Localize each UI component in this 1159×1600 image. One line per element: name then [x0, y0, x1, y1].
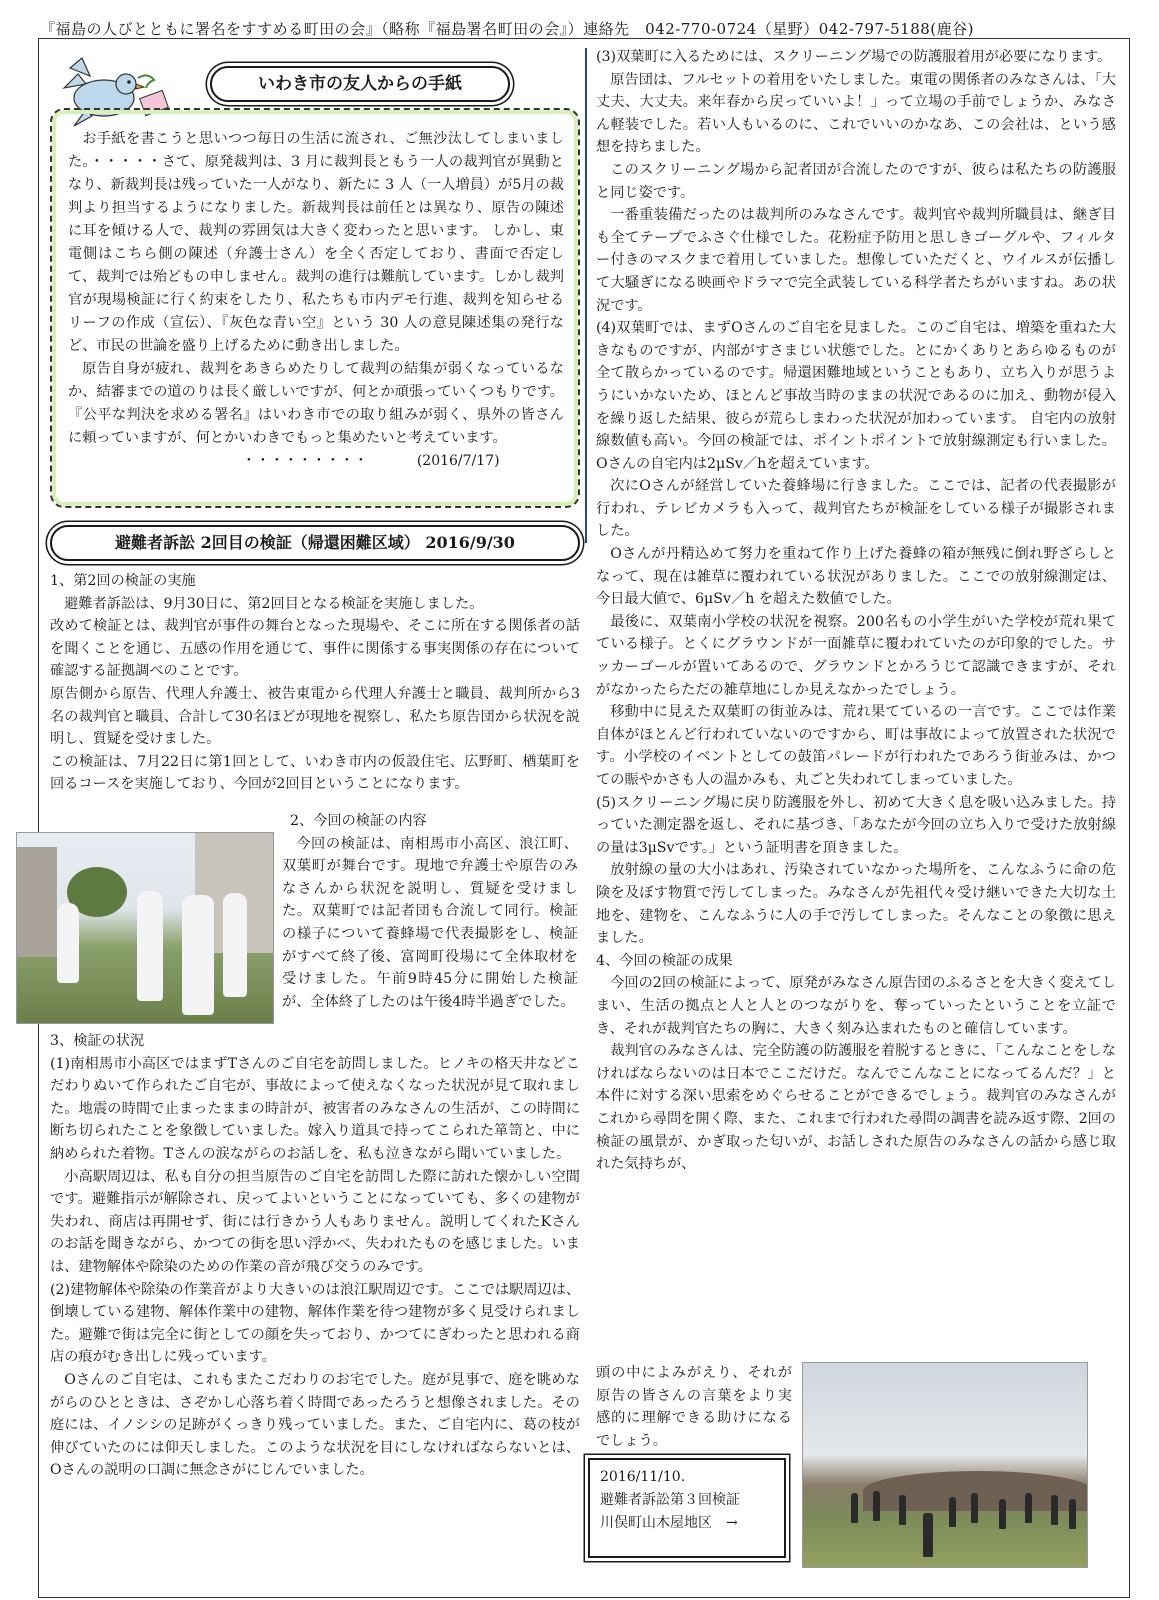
article-paragraph: 原告側から原告、代理人弁護士、被告東電から代理人弁護士と職員、裁判所から3名の裁判官と職員、合計して30名ほどが現地を視察し、私たち原告団から状況を説明し、質疑を受けました。: [50, 685, 580, 748]
article-paragraph: このスクリーニング場から記者団が合流したのですが、彼らは私たちの防護服と同じ姿です。: [596, 161, 1116, 201]
caption-title: 避難者訴訟第３回検証: [600, 1492, 740, 1508]
article-paragraph: 裁判官のみなさんは、完全防護の防護服を着脱するときに、「こんなことをしなければならないのは日本でここだけだ。なんでこんなことになってるんだ？」と本件に対する深い思索をめぐらせることができるでしょう。裁判官のみなさんがこれから尋問を開く際、また、これまで行われた尋問の調書を読み返す際、2回の検証の風景が、かぎ取った匂いが、お話しされた原告のみなさんの話から感じ取れた気持ちが、: [596, 1043, 1116, 1173]
letter-dots: ・・・・・・・・・: [241, 453, 368, 469]
section-heading: 1、第2回の検証の実施: [50, 573, 196, 589]
article-paragraph: 改めて検証とは、裁判官が事件の舞台となった現場や、そこに所在する関係者の話を聞くことを通じ、五感の作用を通じて、事件に関係する事実関係の存在について確認する証拠調べのことです。: [50, 618, 580, 680]
section-3: [50, 1030, 580, 1482]
caption-date: 2016/11/10.: [600, 1469, 686, 1485]
section-2: [282, 813, 578, 1013]
photo-person: [949, 1497, 956, 1527]
photo-person: [1025, 1493, 1032, 1523]
photo-house: [17, 847, 57, 957]
next-inspection-caption: [588, 1458, 786, 1558]
photo-person: [923, 1513, 933, 1557]
article-paragraph: 今回の検証は、南相馬市小高区、浪江町、双葉町が舞台です。現地で弁護士や原告のみなさんから状況を説明し、質疑を受けました。双葉町では記者団も合流して同行。検証の様子について養蜂場で代表撮影をし、検証がすべて終了後、富岡町役場にて全体取材を受けました。午前9時45分に開始した検証が、全体終了したのは午後4時半過ぎでした。: [282, 835, 578, 1010]
article-paragraph: 小高駅周辺は、私も自分の担当原告のご自宅を訪問した際に訪れた懐かしい空間です。避難指示が解除され、戻ってよいということになっていても、多くの建物が失われ、商店は再開せず、街には行きかう人もありません。説明してくれたKさんのお話を聞きながら、かつての街を思い浮かべ、失われたものを感じました。いまは、建物解体や除染のための作業の音が飛び交うのみです。: [50, 1168, 580, 1275]
article-paragraph: (4)双葉町では、まずOさんのご自宅を見ました。このご自宅は、増築を重ねた大きなものですが、内部がすさまじい状態でした。とにかくありとあらゆるものが全て散らかっているのです。帰還困難地域ということもあり、立ち入りが思うようにいかないため、ほとんど事故当時のままの状況であるのに加え、動物が侵入を繰り返した結果、彼らが荒らしまわった状況が加わっています。 自宅内の放射線数値も高い。今回の検証では、ポイントポイントで放射線測定も行いました。Oさんの自宅内は2μSv／hを超えています。: [596, 320, 1116, 472]
article-title: 避難者訴訟 2回目の検証（帰還困難区域） 2016/9/30: [50, 525, 580, 561]
article-paragraph: (2)建物解体や除染の作業音がより大きいのは浪江駅周辺です。ここでは駅周辺は、倒壊している建物、解体作業中の建物、解体作業を待つ建物が多く見受けられました。避難で街は完全に街としての顔を失っており、かつてにぎわったと思われる商店の痕がむき出しに残っています。: [50, 1281, 580, 1366]
letter-signoff: [68, 450, 564, 473]
right-column: [596, 46, 1116, 1531]
closing-text: [596, 1362, 792, 1452]
photo-person: [899, 1495, 906, 1525]
letter-title: いわき市の友人からの手紙: [210, 66, 510, 102]
column-divider: [585, 48, 587, 543]
article-body: [50, 570, 580, 1479]
section-heading: 3、検証の状況: [50, 1033, 145, 1049]
article-paragraph: 次にOさんが経営していた養蜂場に行きました。ここでは、記者の代表撮影が行われ、テレビカメラも入って、裁判官たちが検証をしている様子が撮影されました。: [596, 478, 1116, 540]
section-heading: 2、今回の検証の内容: [290, 813, 427, 829]
letter-paragraph: お手紙を書こうと思いつつ毎日の生活に流され、ご無沙汰してしまいました。・・・・・さて、原発裁判は、3 月に裁判長ともう一人の裁判官が異動となり、新裁判長は残っていた一人がなり、新たに 3 人（一人増員）が5月の裁判より担当するようになりました。新裁判長は前任とは異なり、原告の陳述に耳を傾ける人で、裁判の雰囲気は大きく変わったと思います。 しかし、東電側はこちら側の陳述（弁護士さん）を全く否定しており、書面で否定して、裁判では殆どもの申しません。裁判の進行は難航しています。しかし裁判官が現場検証に行く約束をしたり、私たちも市内デモ行進、裁判を知らせるリーフの作成（宣伝）、『灰色な青い空』という 30 人の意見陳述集の発行など、市民の世論を盛り上げるために動き出しました。: [68, 131, 564, 354]
protective-suit-figure: [57, 903, 79, 983]
inspection-photo: [16, 832, 274, 1024]
protective-suit-figure: [182, 895, 214, 1015]
article-paragraph: この検証は、7月22日に第1回として、いわき市内の仮設住宅、広野町、楢葉町を回るコースを実施しており、今回が2回目ということになります。: [50, 753, 580, 793]
photo-person: [999, 1499, 1006, 1529]
photo-person: [873, 1491, 880, 1521]
photo-person: [1051, 1495, 1058, 1525]
protective-suit-figure: [223, 893, 247, 997]
protective-suit-figure: [137, 891, 163, 1001]
article-paragraph: 今回の2回の検証によって、原発がみなさん原告団のふるさとを大きく変えてしまい、生活の拠点と人と人とのつながりを、奪っていったということを立証でき、それが裁判官たちの胸に、大きく刻み込まれたものと確信しています。: [596, 975, 1116, 1037]
article-paragraph: 一番重装備だったのは裁判所のみなさんです。裁判官や裁判所職員は、継ぎ目も全てテープでふさぐ仕様でした。花粉症予防用と思しきゴーグルや、フィルター付きのマスクまで着用していました。想像していただくと、ウイルスが伝播して大騒ぎになる映画やドラマで完全武装している科学者たちがいますね。あの状況です。: [596, 207, 1116, 314]
field-visit-photo: [802, 1362, 1088, 1568]
article-paragraph: 避難者訴訟は、9月30日に、第2回目となる検証を実施しました。: [64, 595, 484, 612]
article-paragraph: 頭の中によみがえり、それが原告の皆さんの言葉をより実感的に理解できる助けになるでしょう。: [596, 1365, 792, 1449]
article-paragraph: 移動中に見えた双葉町の街並みは、荒れ果てているの一言です。ここでは作業自体がほとんど行われていないのですから、町は事故によって放置された状況です。小学校のイベントとしての鼓笛パレードが行われたであろう街並みは、かつての賑やかさも人の温かみも、丸ごと失われてしまっていました。: [596, 704, 1116, 788]
photo-person: [1069, 1499, 1076, 1529]
article-paragraph: 放射線の量の大小はあれ、汚染されていなかった場所を、こんなふうに命の危険を及ぼす物質で汚してしまった。みなさんが先祖代々受け継いできた大切な土地を、建物を、こんなふうに人の手で汚してしまった。そんなことの象徴に思えました。: [596, 862, 1116, 947]
article-paragraph: Oさんのご自宅は、これもまたこだわりのお宅でした。庭が見事で、庭を眺めながらのひとときは、さぞかし心落ち着く時間であったろうと想像されました。その庭には、イノシシの足跡がくっきり残っていました。また、ご自宅内に、葛の枝が伸びていたのには仰天しました。このような状況を目にしなければならないとは、Oさんの説明の口調に無念さがにじんでいました。: [50, 1371, 580, 1479]
caption-location: 川俣町山木屋地区 →: [600, 1515, 738, 1531]
letter-date: (2016/7/17): [416, 453, 500, 469]
letter-box: [50, 108, 580, 508]
article-paragraph: 原告団は、フルセットの着用をいたしました。東電の関係者のみなさんは、「大丈夫、大丈夫。来年春から戻っていいよ！」って立場の手前でしょうか、みなさん軽装でした。若い人もいるのに、これでいいのかなあ、この会社は、という感想を持ちました。: [596, 71, 1116, 156]
article-paragraph: (1)南相馬市小高区ではまずTさんのご自宅を訪問しました。ヒノキの格天井などこだわりぬいて作られたご自宅が、事故によって使えなくなった状況が見て取れました。地震の時間で止まったままの時計が、被害者のみなさんの生活が、この時間に断ち切られたことを象徴していました。嫁入り道具で持ってこられた箪笥と、中に納められた着物。Tさんの涙ながらのお話しを、私も泣きながら聞いていました。: [50, 1055, 580, 1162]
article-paragraph: (3)双葉町に入るためには、スクリーニング場での防護服着用が必要になります。: [596, 49, 1112, 65]
letter-paragraph: 原告自身が疲れ、裁判をあきらめたりして裁判の結集が弱くなっているなか、結審までの道のりは長く厳しいですが、何とか頑張っていくつもりです。『公平な判決を求める署名』はいわき市での取り組みが弱く、県外の皆さんに頼っていますが、何とかいわきでもっと集めたいと考えています。: [68, 361, 564, 446]
photo-person: [971, 1493, 978, 1523]
photo-person: [851, 1493, 858, 1523]
newsletter-header: 『福島の人びとともに署名をすすめる町田の会』（略称『福島署名町田の会』）連絡先 042-770-0724（星野）042-797-5188(鹿谷): [40, 20, 975, 38]
article-paragraph: Oさんが丹精込めて努力を重ねて作り上げた養蜂の箱が無残に倒れ野ざらしとなって、現在は雑草に覆われている状況がありました。ここでの放射線測定は、今日最大値で、6μSv／h を超えた数値でした。: [596, 546, 1116, 608]
article-paragraph: (5)スクリーニング場に戻り防護服を外し、初めて大きく息を吸い込みました。持っていた測定器を返し、それに基づき、「あなたが今回の立ち入りで受けた放射線の量は3μSvです。」という証明書を頂きました。: [596, 794, 1116, 856]
article-paragraph: 最後に、双葉南小学校の状況を視察。200名もの小学生がいた学校が荒れ果てている様子。とくにグラウンドが一面雑草に覆われていたのが印象的でした。サッカーゴールが置いてあるので、グラウンドとかろうじて認識できますが、それがなかったらただの雑草地にしか見えなかったでしょう。: [596, 613, 1116, 698]
section-heading: 4、今回の検証の成果: [596, 952, 733, 969]
